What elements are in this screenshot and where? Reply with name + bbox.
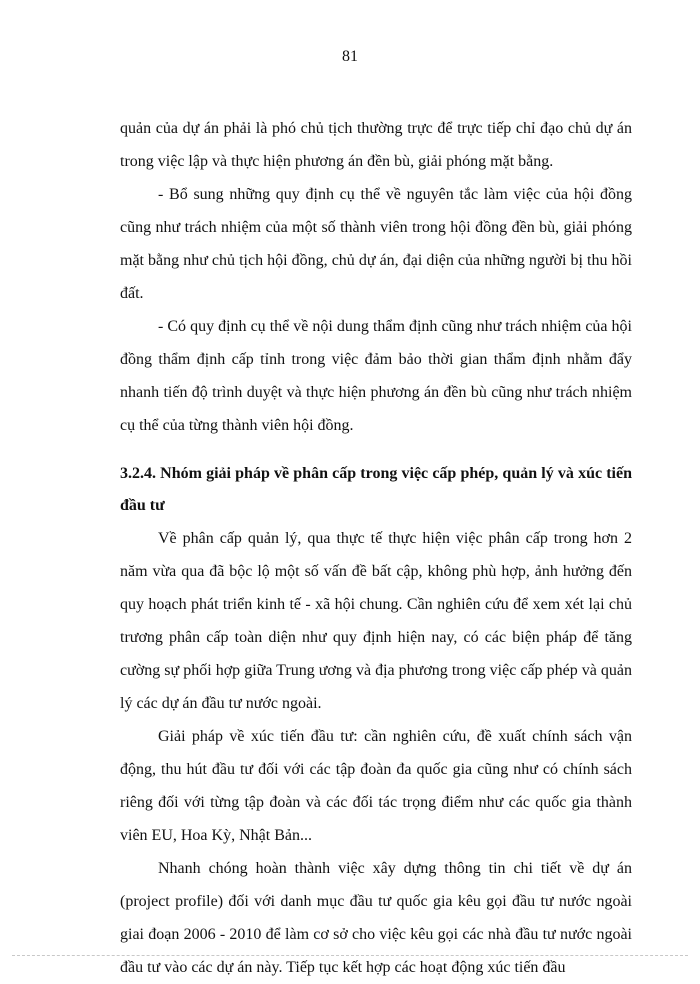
paragraph-decentralization: Về phân cấp quản lý, qua thực tế thực hiện việc phân cấp trong hơn 2 năm vừa qua đã bộc lộ một số vấn đề bất cập, không phù hợp, ảnh hưởng đến quy hoạch phát triển kinh tế - xã hội chung. Cần nghiên cứu để xem xét lại chủ trương phân cấp toàn diện như quy định hiện nay, có các biện pháp để tăng cường sự phối hợp giữa Trung ương và địa phương trong việc cấp phép và quản lý các dự án đầu tư nước ngoài. [120,530,632,712]
paragraph-bullet-rules: - Bổ sung những quy định cụ thể về nguyên tắc làm việc của hội đồng cũng như trách nhiệm của một số thành viên trong hội đồng đền bù, giải phóng mặt bằng như chủ tịch hội đồng, chủ dự án, đại diện của những người bị thu hồi đất. [120,186,632,302]
paragraph-project-profile: Nhanh chóng hoàn thành việc xây dựng thông tin chi tiết về dự án (project profile) đối với danh mục đầu tư quốc gia kêu gọi đầu tư nước ngoài giai đoạn 2006 - 2010 để làm cơ sở cho việc kêu gọi các nhà đầu tư nước ngoài đầu tư vào các dự án này. Tiếp tục kết hợp các hoạt động xúc tiến đầu [120,860,632,976]
paragraph-bullet-appraisal: - Có quy định cụ thể về nội dung thẩm định cũng như trách nhiệm của hội đồng thẩm định cấp tỉnh trong việc đảm bảo thời gian thẩm định nhằm đẩy nhanh tiến độ trình duyệt và thực hiện phương án đền bù cũng như trách nhiệm cụ thể của từng thành viên hội đồng. [120,318,632,434]
paragraph-continuation: quản của dự án phải là phó chủ tịch thường trực để trực tiếp chỉ đạo chủ dự án trong việc lập và thực hiện phương án đền bù, giải phóng mặt bằng. [120,120,632,170]
page-body [120,112,632,984]
section-heading: 3.2.4. Nhóm giải pháp về phân cấp trong việc cấp phép, quản lý và xúc tiến đầu tư [120,465,632,514]
paragraph-investment-promotion: Giải pháp về xúc tiến đầu tư: cần nghiên cứu, đề xuất chính sách vận động, thu hút đầu tư đối với các tập đoàn đa quốc gia cũng như có chính sách riêng đối với từng tập đoàn và các đối tác trọng điểm như các quốc gia thành viên EU, Hoa Kỳ, Nhật Bản... [120,728,632,844]
page-bottom-divider [12,955,688,956]
page-number: 81 [342,48,358,65]
